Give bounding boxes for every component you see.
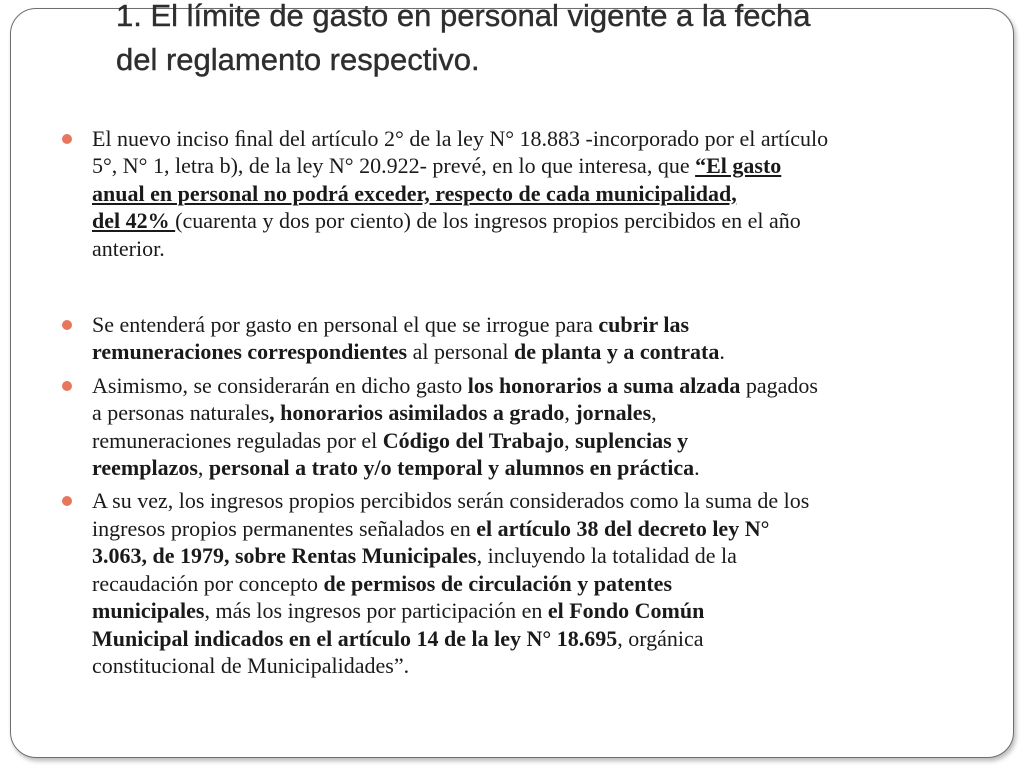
text-line bbox=[92, 311, 942, 338]
text-line bbox=[92, 372, 942, 399]
bullet-paragraph bbox=[62, 372, 942, 482]
emphasized-text: cubrir las bbox=[598, 312, 690, 338]
text-line bbox=[92, 125, 942, 152]
emphasized-text: jornales bbox=[575, 400, 652, 426]
body-text: Asimismo, se considerarán en dicho gasto bbox=[92, 372, 468, 398]
body-text: Se entenderá por gasto en personal el que se irrogue para bbox=[92, 312, 599, 338]
bullet-list bbox=[62, 125, 942, 685]
emphasized-text: suplencias y bbox=[575, 427, 689, 453]
emphasized-text: , honorarios asimilados a grado bbox=[269, 400, 565, 426]
emphasized-text: reemplazos bbox=[92, 455, 198, 481]
body-text: , bbox=[564, 427, 576, 453]
body-text: anterior. bbox=[92, 235, 165, 261]
text-line bbox=[92, 487, 942, 514]
body-text: al personal bbox=[407, 339, 514, 365]
body-text: pagados bbox=[740, 372, 818, 398]
body-text: , más los ingresos por participación en bbox=[204, 598, 548, 624]
emphasized-text: Municipal indicados en el artículo 14 de la ley N° 18.695 bbox=[92, 625, 618, 651]
text-line bbox=[92, 652, 942, 679]
emphasized-text: anual en personal no podrá exceder, respecto de cada municipalidad, bbox=[92, 180, 737, 206]
body-text: El nuevo inciso ﬁnal del artículo 2° de la ley N° 18.883 -incorporado por el artículo bbox=[92, 126, 829, 151]
body-text: A su vez, los ingresos propios percibidos serán considerados como la suma de los bbox=[92, 488, 810, 514]
emphasized-text: Código del Trabajo bbox=[382, 427, 565, 453]
body-text: , incluyendo la totalidad de la bbox=[476, 543, 737, 569]
body-text: 5°, N° 1, letra b), de la ley N° 20.922- prevé, en lo que interesa, que bbox=[92, 153, 696, 179]
text-line bbox=[92, 399, 942, 426]
text-line bbox=[92, 625, 942, 652]
bullet-paragraph bbox=[62, 125, 942, 262]
body-text: a personas naturales bbox=[92, 400, 270, 426]
emphasized-text: de planta y a contrata bbox=[514, 339, 720, 365]
text-line bbox=[92, 427, 942, 454]
emphasized-text: los honorarios a suma alzada bbox=[467, 372, 741, 398]
text-line bbox=[92, 235, 942, 262]
emphasized-text: 3.063, de 1979, sobre Rentas Municipales bbox=[92, 543, 477, 569]
title-line: del reglamento respectivo. bbox=[116, 42, 480, 77]
text-line bbox=[92, 597, 942, 624]
text-line bbox=[92, 570, 942, 597]
emphasized-text: municipales bbox=[92, 598, 205, 624]
emphasized-text: del 42% bbox=[92, 208, 176, 234]
title-line: 1. El límite de gasto en personal vigente a la fecha bbox=[116, 0, 811, 33]
body-text: . bbox=[694, 455, 700, 481]
emphasized-text: personal a trato y/o temporal y alumnos en práctica bbox=[208, 455, 695, 481]
body-text: ingresos propios permanentes señalados en bbox=[92, 515, 477, 541]
emphasized-text: de permisos de circulación y patentes bbox=[323, 570, 673, 596]
emphasized-text: remuneraciones correspondientes bbox=[92, 339, 408, 365]
text-line bbox=[92, 454, 942, 481]
body-text: recaudación por concepto bbox=[92, 570, 324, 596]
emphasized-text: el Fondo Común bbox=[547, 598, 705, 624]
body-text: constitucional de Municipalidades”. bbox=[92, 652, 410, 678]
text-line bbox=[92, 338, 942, 365]
body-text: , bbox=[197, 455, 209, 481]
body-text: . bbox=[719, 339, 725, 365]
slide-title bbox=[116, 0, 986, 82]
text-line bbox=[92, 542, 942, 569]
emphasized-text: “El gasto bbox=[695, 153, 782, 179]
bullet-dot-icon bbox=[62, 320, 72, 330]
body-text: (cuarenta y dos por ciento) de los ingresos propios percibidos en el año bbox=[175, 208, 801, 234]
bullet-paragraph bbox=[62, 487, 942, 679]
body-text: remuneraciones reguladas por el bbox=[92, 427, 383, 453]
body-text: , orgánica bbox=[617, 625, 704, 651]
bullet-dot-icon bbox=[62, 381, 72, 391]
bullet-paragraph bbox=[62, 311, 942, 366]
body-text: , bbox=[651, 400, 657, 426]
text-line bbox=[92, 180, 942, 207]
bullet-dot-icon bbox=[62, 496, 72, 506]
bullet-dot-icon bbox=[62, 134, 72, 144]
text-line bbox=[92, 207, 942, 234]
text-line bbox=[92, 515, 942, 542]
body-text: , bbox=[564, 400, 576, 426]
emphasized-text: el artículo 38 del decreto ley N° bbox=[476, 515, 770, 541]
text-line bbox=[92, 152, 942, 179]
